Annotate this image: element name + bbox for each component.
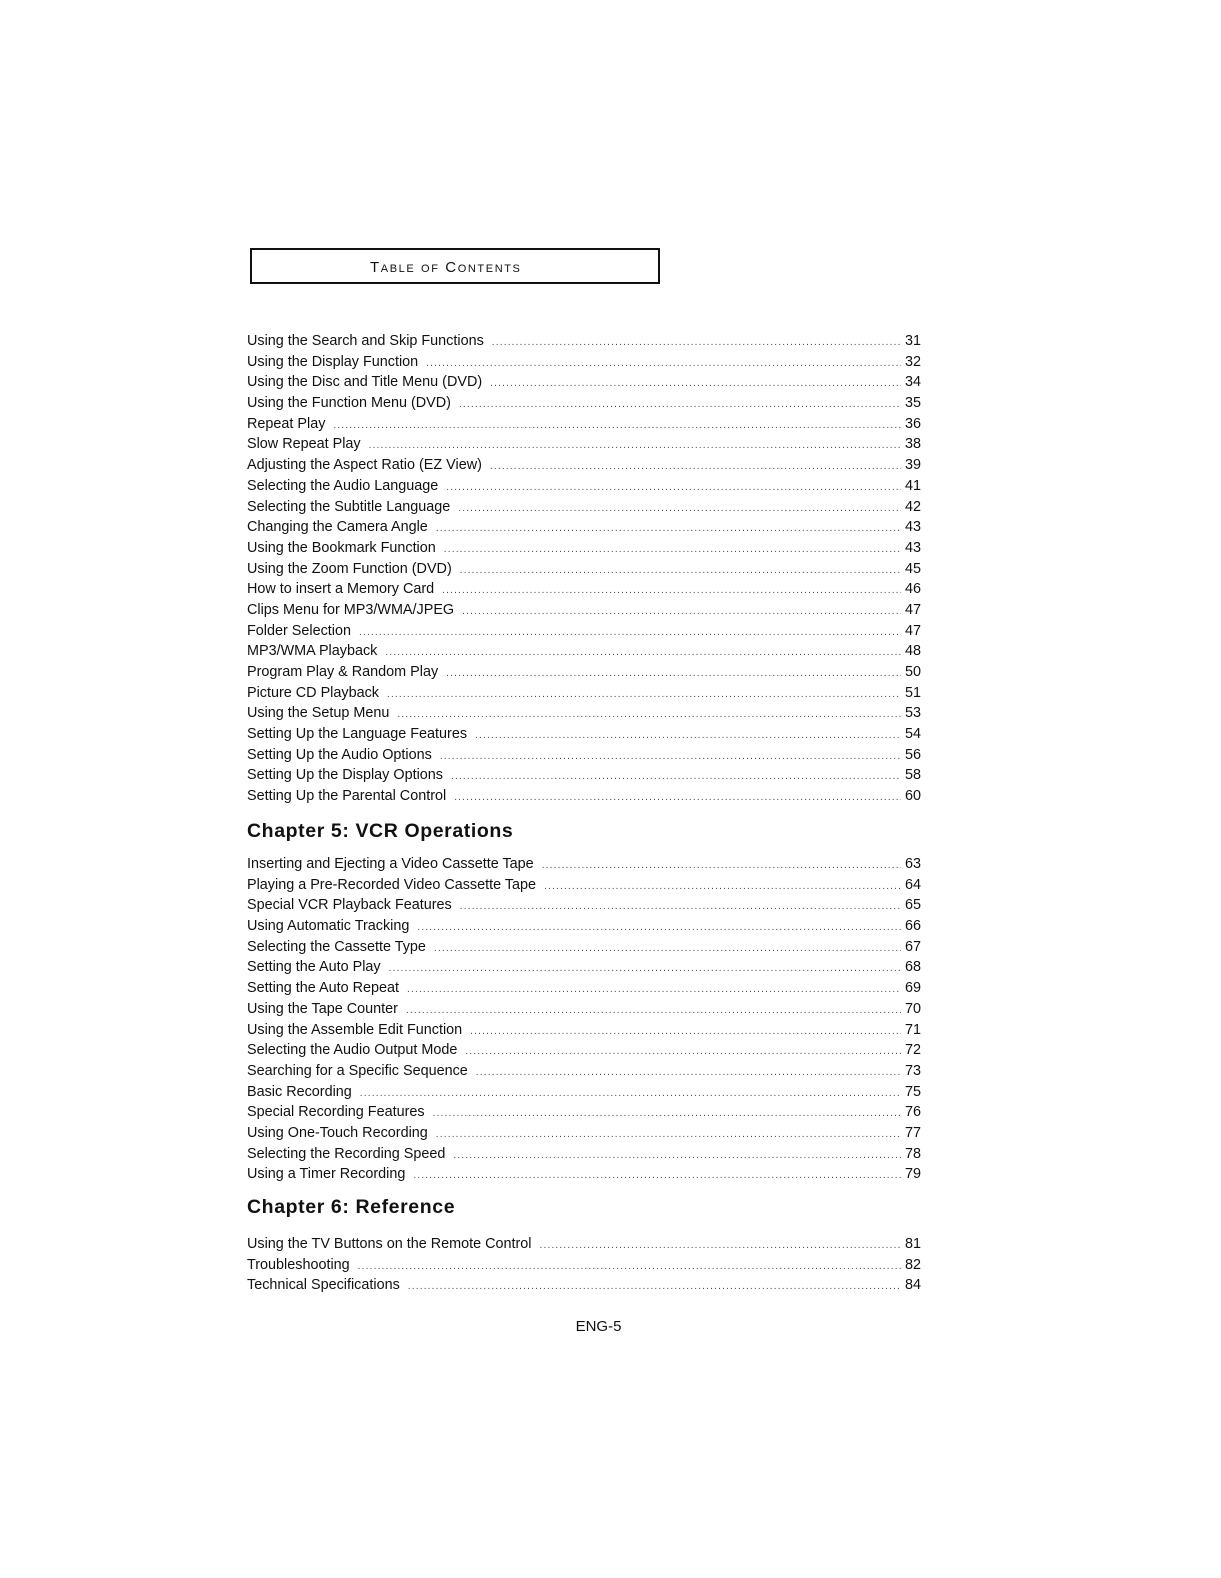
toc-entry-title: Using the Disc and Title Menu (DVD) (247, 374, 483, 391)
dot-leader (446, 664, 901, 685)
toc-entry (247, 1020, 921, 1041)
toc-entry (247, 455, 921, 476)
toc-entry (247, 978, 921, 999)
toc-entry (247, 1275, 921, 1296)
dot-leader (540, 1236, 901, 1257)
toc-entry (247, 517, 921, 538)
toc-entry (247, 765, 921, 786)
dot-leader (542, 856, 901, 877)
dot-leader (453, 1146, 901, 1167)
toc-entry (247, 600, 921, 621)
toc-entry (247, 559, 921, 580)
chapter-6-heading: Chapter 6: Reference (247, 1196, 456, 1218)
dot-leader (369, 436, 901, 457)
toc-entry-title: Using the TV Buttons on the Remote Control (247, 1236, 532, 1252)
toc-entry (247, 1082, 921, 1103)
toc-entry (247, 538, 921, 559)
toc-entry (247, 895, 921, 916)
toc-entry-title: Setting Up the Parental Control (247, 788, 447, 805)
toc-entry-page: 66 (904, 918, 921, 935)
toc-entry-title: MP3/WMA Playback (247, 643, 378, 660)
toc-entry-page: 54 (904, 726, 921, 743)
page-number: ENG-5 (575, 1318, 622, 1335)
toc-entry (247, 957, 921, 978)
toc-entry-title: Adjusting the Aspect Ratio (EZ View) (247, 457, 482, 474)
toc-entry-title: Using the Function Menu (DVD) (247, 395, 451, 412)
toc-entry-page: 48 (904, 643, 921, 660)
toc-entry-page: 47 (904, 601, 921, 618)
toc-entry-title: Using a Timer Recording (247, 1166, 406, 1183)
toc-entry-page: 43 (904, 539, 921, 556)
toc-entry-page: 73 (904, 1062, 921, 1079)
toc-entry-title: Picture CD Playback (247, 684, 379, 701)
toc-entry-title: Special VCR Playback Features (247, 897, 452, 914)
toc-entry (247, 999, 921, 1020)
toc-entry-page: 45 (904, 560, 921, 577)
toc-entry-page: 47 (904, 622, 921, 639)
dot-leader (433, 1104, 901, 1125)
dot-leader (426, 354, 901, 375)
page-footer (0, 1318, 1221, 1335)
dot-leader (462, 602, 901, 623)
toc-entry-page: 34 (904, 374, 921, 391)
toc-entry-title: How to insert a Memory Card (247, 581, 435, 598)
toc-entry-page: 75 (904, 1083, 921, 1100)
toc-entry-title: Setting Up the Display Options (247, 767, 443, 784)
toc-entry (247, 703, 921, 724)
dot-leader (458, 499, 901, 520)
toc-entry (247, 662, 921, 683)
toc-entry (247, 1040, 921, 1061)
toc-entry-page: 81 (904, 1236, 921, 1252)
dot-leader (387, 685, 901, 706)
toc-entry-title: Selecting the Audio Output Mode (247, 1042, 458, 1059)
toc-entry-title: Using the Tape Counter (247, 1000, 398, 1017)
toc-entry (247, 1144, 921, 1165)
toc-entry-title: Using the Setup Menu (247, 705, 390, 722)
toc-entry-title: Using the Bookmark Function (247, 539, 436, 556)
toc-entry-page: 42 (904, 498, 921, 515)
toc-entry (247, 1164, 921, 1185)
toc-entry-page: 36 (904, 415, 921, 432)
toc-entry (247, 854, 921, 875)
toc-entry-page: 67 (904, 938, 921, 955)
toc-entry (247, 724, 921, 745)
toc-entry-page: 82 (904, 1256, 921, 1273)
toc-entry-page: 77 (904, 1124, 921, 1141)
dot-leader (475, 726, 901, 747)
toc-entry-page: 43 (904, 519, 921, 536)
toc-entry (247, 641, 921, 662)
toc-entry (247, 937, 921, 958)
toc-entry (247, 352, 921, 373)
toc-section-dvd (247, 331, 921, 807)
toc-entry-page: 53 (904, 705, 921, 722)
toc-entry-page: 46 (904, 581, 921, 598)
toc-entry (247, 497, 921, 518)
toc-entry (247, 786, 921, 807)
toc-entry-title: Using Automatic Tracking (247, 918, 410, 935)
toc-entry-title: Special Recording Features (247, 1104, 425, 1121)
toc-entry-page: 63 (904, 856, 921, 872)
toc-entry-title: Selecting the Recording Speed (247, 1145, 446, 1162)
dot-leader (470, 1022, 901, 1043)
dot-leader (490, 374, 901, 395)
toc-entry-title: Setting Up the Audio Options (247, 746, 432, 763)
toc-entry (247, 875, 921, 896)
toc-header-box (250, 248, 660, 284)
dot-leader (492, 333, 901, 354)
toc-entry (247, 1234, 921, 1255)
toc-section-chapter-5 (247, 854, 921, 1185)
toc-entry (247, 579, 921, 600)
toc-entry-page: 41 (904, 477, 921, 494)
toc-entry-page: 32 (904, 353, 921, 370)
toc-entry (247, 1102, 921, 1123)
toc-entry (247, 393, 921, 414)
dot-leader (446, 478, 901, 499)
dot-leader (454, 788, 901, 809)
toc-entry-title: Setting Up the Language Features (247, 726, 468, 743)
toc-entry-page: 64 (904, 876, 921, 893)
dot-leader (436, 519, 901, 540)
dot-leader (406, 1001, 901, 1022)
toc-entry-page: 51 (904, 684, 921, 701)
toc-entry-page: 35 (904, 395, 921, 412)
dot-leader (413, 1166, 901, 1187)
toc-entry (247, 1061, 921, 1082)
toc-entry-page: 84 (904, 1277, 921, 1294)
toc-entry-title: Inserting and Ejecting a Video Cassette Tape (247, 856, 534, 872)
toc-entry-title: Basic Recording (247, 1083, 352, 1100)
toc-entry-title: Clips Menu for MP3/WMA/JPEG (247, 601, 455, 618)
toc-entry-title: Selecting the Cassette Type (247, 938, 426, 955)
toc-entry (247, 1123, 921, 1144)
dot-leader (360, 1084, 901, 1105)
toc-entry-page: 70 (904, 1000, 921, 1017)
dot-leader (434, 939, 901, 960)
toc-entry-page: 38 (904, 436, 921, 453)
dot-leader (385, 643, 901, 664)
toc-entry-title: Troubleshooting (247, 1256, 350, 1273)
toc-entry (247, 916, 921, 937)
dot-leader (460, 897, 901, 918)
toc-header-title: Table of Contents (370, 259, 522, 276)
toc-entry-page: 60 (904, 788, 921, 805)
toc-entry (247, 683, 921, 704)
dot-leader (407, 980, 901, 1001)
toc-entry-title: Program Play & Random Play (247, 664, 439, 680)
toc-entry-page: 31 (904, 333, 921, 349)
dot-leader (408, 1277, 901, 1298)
toc-section-chapter-6 (247, 1234, 921, 1296)
toc-entry-title: Playing a Pre-Recorded Video Cassette Tape (247, 876, 537, 893)
dot-leader (476, 1063, 901, 1084)
toc-entry-title: Using the Display Function (247, 353, 419, 370)
dot-leader (490, 457, 901, 478)
toc-entry-title: Searching for a Specific Sequence (247, 1062, 468, 1079)
toc-entry-page: 78 (904, 1145, 921, 1162)
toc-entry-page: 71 (904, 1021, 921, 1038)
toc-entry (247, 745, 921, 766)
toc-entry (247, 434, 921, 455)
toc-entry-title: Setting the Auto Repeat (247, 980, 400, 997)
dot-leader (359, 623, 901, 644)
toc-entry-title: Technical Specifications (247, 1277, 400, 1294)
toc-entry (247, 1255, 921, 1276)
dot-leader (451, 767, 901, 788)
toc-entry-page: 76 (904, 1104, 921, 1121)
toc-entry-page: 72 (904, 1042, 921, 1059)
dot-leader (465, 1042, 901, 1063)
toc-entry (247, 414, 921, 435)
dot-leader (442, 581, 901, 602)
dot-leader (436, 1125, 901, 1146)
dot-leader (440, 747, 901, 768)
dot-leader (460, 561, 901, 582)
dot-leader (544, 877, 901, 898)
toc-entry-title: Selecting the Audio Language (247, 477, 439, 494)
toc-entry-title: Using the Zoom Function (DVD) (247, 560, 452, 577)
dot-leader (417, 918, 901, 939)
toc-entry-title: Changing the Camera Angle (247, 519, 428, 536)
dot-leader (358, 1257, 901, 1278)
toc-entry-title: Slow Repeat Play (247, 436, 361, 453)
toc-entry (247, 621, 921, 642)
toc-entry-title: Setting the Auto Play (247, 959, 381, 976)
toc-entry-page: 56 (904, 746, 921, 763)
toc-entry-page: 65 (904, 897, 921, 914)
toc-entry-title: Using the Search and Skip Functions (247, 333, 484, 349)
dot-leader (459, 395, 901, 416)
toc-entry-page: 69 (904, 980, 921, 997)
toc-entry (247, 331, 921, 352)
toc-entry-page: 68 (904, 959, 921, 976)
toc-entry-title: Using One-Touch Recording (247, 1124, 428, 1141)
dot-leader (333, 416, 901, 437)
chapter-5-heading: Chapter 5: VCR Operations (247, 820, 514, 842)
toc-entry-title: Using the Assemble Edit Function (247, 1021, 463, 1038)
toc-entry-page: 58 (904, 767, 921, 784)
toc-entry-page: 50 (904, 664, 921, 680)
toc-entry-title: Folder Selection (247, 622, 351, 639)
toc-entry-page: 79 (904, 1166, 921, 1183)
toc-entry (247, 372, 921, 393)
dot-leader (397, 705, 901, 726)
toc-entry-title: Selecting the Subtitle Language (247, 498, 451, 515)
dot-leader (444, 540, 901, 561)
toc-entry-title: Repeat Play (247, 415, 326, 432)
toc-entry (247, 476, 921, 497)
dot-leader (389, 959, 901, 980)
toc-entry-page: 39 (904, 457, 921, 474)
